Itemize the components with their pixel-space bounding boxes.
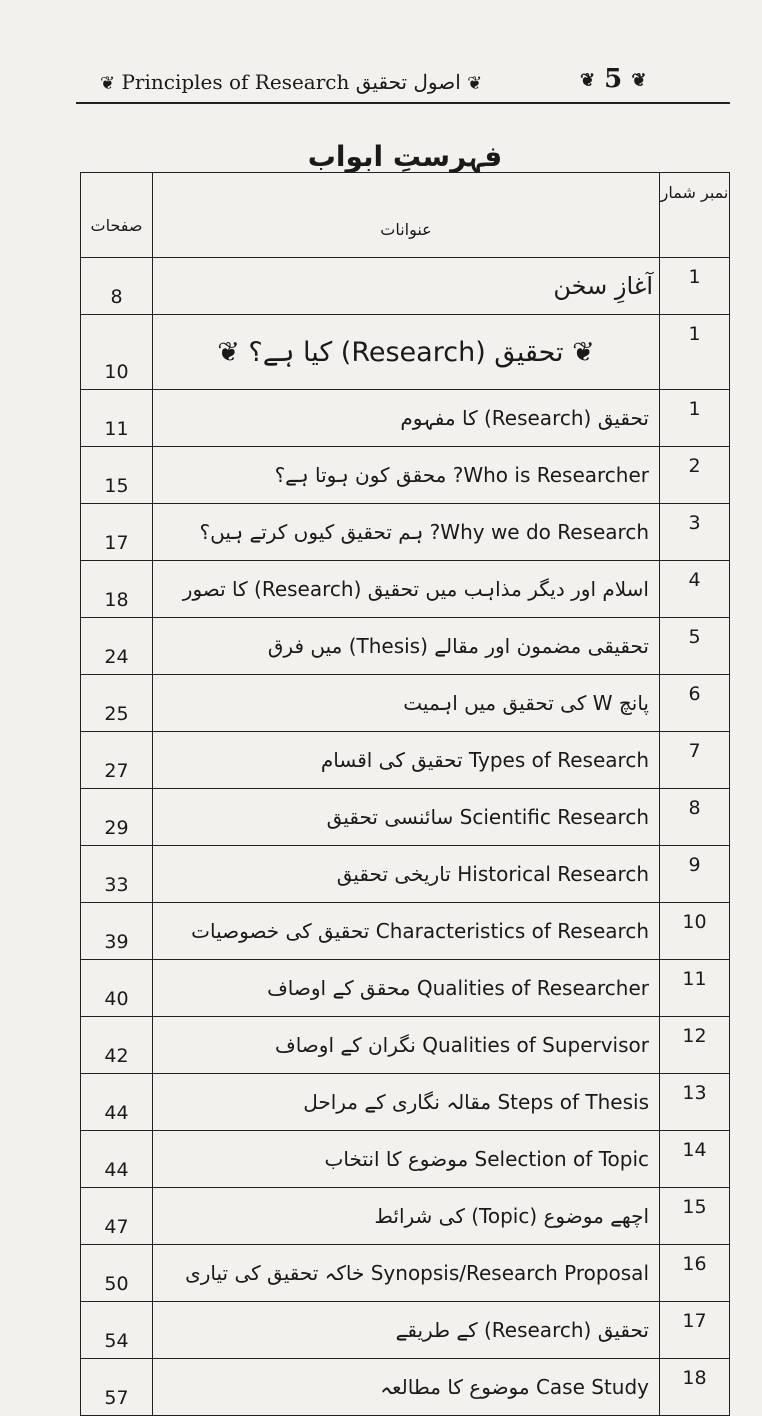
toc-row-page: 11: [81, 390, 153, 447]
toc-row-number: 3: [660, 504, 730, 561]
toc-row-title: Characteristics of Research تحقیق کی خصوصیات: [153, 903, 660, 960]
book-title-line: [100, 70, 482, 94]
toc-header-row: [81, 173, 730, 258]
toc-row-number: 9: [660, 846, 730, 903]
toc-row-number: 10: [660, 903, 730, 960]
page-ornament-right-icon: ❦: [631, 69, 647, 91]
toc-row-number: 6: [660, 675, 730, 732]
toc-row-title: Types of Research تحقیق کی اقسام: [153, 732, 660, 789]
column-header-page: صفحات: [81, 173, 153, 258]
toc-heading: فہرستِ ابواب: [307, 140, 503, 173]
toc-row-number: 1: [660, 258, 730, 315]
toc-row-title: Steps of Thesis مقالہ نگاری کے مراحل: [153, 1074, 660, 1131]
toc-row-number: 7: [660, 732, 730, 789]
toc-row-title: Who is Researcher? محقق کون ہوتا ہے؟: [153, 447, 660, 504]
toc-row-page: 47: [81, 1188, 153, 1245]
toc-row-number: 11: [660, 960, 730, 1017]
toc-row: [81, 732, 730, 789]
toc-row-number: 16: [660, 1245, 730, 1302]
header-rule: [76, 102, 730, 104]
toc-row-title: Case Study موضوع کا مطالعہ: [153, 1359, 660, 1416]
toc-row-title: تحقیقی مضمون اور مقالے (Thesis) میں فرق: [153, 618, 660, 675]
toc-row-number: 17: [660, 1302, 730, 1359]
toc-row: [81, 561, 730, 618]
toc-row: [81, 390, 730, 447]
toc-row-number: 1: [660, 315, 730, 390]
toc-row-number: 13: [660, 1074, 730, 1131]
toc-row-page: 40: [81, 960, 153, 1017]
toc-row-page: 18: [81, 561, 153, 618]
toc-row: [81, 1245, 730, 1302]
toc-row: [81, 618, 730, 675]
toc-row: [81, 1188, 730, 1245]
toc-row-title: تحقیق (Research) کے طریقے: [153, 1302, 660, 1359]
page-header: [80, 58, 730, 104]
toc-row-page: 50: [81, 1245, 153, 1302]
toc-row-number: 18: [660, 1359, 730, 1416]
toc-row-number: 14: [660, 1131, 730, 1188]
toc-row-page: 15: [81, 447, 153, 504]
ornament-right-icon: ❦: [467, 73, 483, 94]
toc-row-title: ❦ تحقیق (Research) کیا ہے؟ ❦: [153, 315, 660, 390]
toc-row: [81, 903, 730, 960]
toc-row-page: 24: [81, 618, 153, 675]
toc-row-title: Why we do Research? ہم تحقیق کیوں کرتے ہیں؟: [153, 504, 660, 561]
page-number-block: [580, 64, 646, 94]
toc-row-number: 1: [660, 390, 730, 447]
toc-row-page: 39: [81, 903, 153, 960]
ornament-left-icon: ❦: [100, 73, 116, 94]
column-header-number: نمبر شمار: [660, 173, 730, 258]
toc-table: [80, 172, 730, 1416]
toc-row: [81, 504, 730, 561]
book-title: Principles of Research اصول تحقیق: [121, 70, 461, 94]
toc-row-page: 27: [81, 732, 153, 789]
toc-row: [81, 675, 730, 732]
page-ornament-left-icon: ❦: [580, 69, 596, 91]
toc-row: [81, 1074, 730, 1131]
toc-row-page: 29: [81, 789, 153, 846]
toc-row: [81, 846, 730, 903]
toc-row-page: 33: [81, 846, 153, 903]
toc-row: [81, 789, 730, 846]
toc-row-title: Synopsis/Research Proposal خاکہ تحقیق کی تیاری: [153, 1245, 660, 1302]
toc-row-title: اچھے موضوع (Topic) کی شرائط: [153, 1188, 660, 1245]
toc-row-page: 17: [81, 504, 153, 561]
toc-row: [81, 258, 730, 315]
toc-row-page: 25: [81, 675, 153, 732]
toc-row-number: 5: [660, 618, 730, 675]
toc-row-title: Qualities of Supervisor نگران کے اوصاف: [153, 1017, 660, 1074]
toc-row: [81, 1302, 730, 1359]
toc-row-page: 10: [81, 315, 153, 390]
toc-row-number: 4: [660, 561, 730, 618]
toc-row-number: 8: [660, 789, 730, 846]
toc-row-page: 44: [81, 1074, 153, 1131]
toc-row-number: 15: [660, 1188, 730, 1245]
toc-row-title: Historical Research تاریخی تحقیق: [153, 846, 660, 903]
toc-row-title: Qualities of Researcher محقق کے اوصاف: [153, 960, 660, 1017]
toc-row-title: آغازِ سخن: [153, 258, 660, 315]
toc-row: [81, 315, 730, 390]
column-header-title: عنوانات: [153, 173, 660, 258]
toc-row-page: 44: [81, 1131, 153, 1188]
toc-row-number: 2: [660, 447, 730, 504]
toc-row-title: Selection of Topic موضوع کا انتخاب: [153, 1131, 660, 1188]
toc-row-title: Scientific Research سائنسی تحقیق: [153, 789, 660, 846]
toc-row-page: 42: [81, 1017, 153, 1074]
toc-row-number: 12: [660, 1017, 730, 1074]
toc-row-page: 54: [81, 1302, 153, 1359]
toc-row-title: پانچ W کی تحقیق میں اہمیت: [153, 675, 660, 732]
toc-row: [81, 447, 730, 504]
toc-row: [81, 1359, 730, 1416]
page-number: 5: [604, 64, 623, 94]
toc-row-title: اسلام اور دیگر مذاہب میں تحقیق (Research) کا تصور: [153, 561, 660, 618]
toc-row-title: تحقیق (Research) کا مفہوم: [153, 390, 660, 447]
toc-row: [81, 960, 730, 1017]
toc-row-page: 57: [81, 1359, 153, 1416]
toc-row-page: 8: [81, 258, 153, 315]
toc-row: [81, 1131, 730, 1188]
toc-row: [81, 1017, 730, 1074]
